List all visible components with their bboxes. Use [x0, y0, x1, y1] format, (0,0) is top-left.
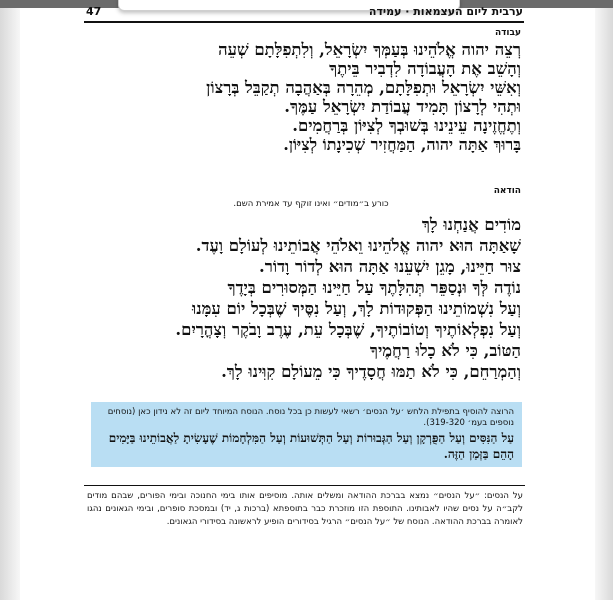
section-label-hodaah: הודאה [493, 186, 521, 196]
prayer-line: וּתְהִי לְרָצוֹן תָּמִיד עֲבוֹדַת יִשְׂרָאֵל עַמֶּךָ. [284, 97, 521, 116]
prayer-line: וְתֶחֱזֶינָה עֵינֵינוּ בְּשׁוּבְךָ לְצִיּוֹן בְּרַחֲמִים. [292, 116, 521, 135]
al-hanisim-insert-box [91, 402, 522, 467]
hodaah-prayer [61, 214, 521, 382]
prayer-line: שָׁאַתָּה הוּא יהוה אֱלֹהֵינוּ וֵאלֹהֵי אֲבוֹתֵינוּ לְעוֹלָם וָעֶד. [195, 236, 521, 255]
avodah-prayer [61, 40, 521, 154]
bowing-instruction: כורע ב״מודים״ ואינו זוקף עד אמירת השם. [233, 199, 389, 209]
footnote-rule [84, 485, 525, 486]
page-edge-right [595, 8, 613, 600]
page-edge-left [0, 8, 20, 600]
blessing-line: בָּרוּךְ אַתָּה יהוה, הַמַּחֲזִיר שְׁכִינָתוֹ לְצִיּוֹן. [283, 135, 521, 154]
prayer-line: וְאִשֵּׁי יִשְׂרָאֵל וּתְפִלָּתָם, מְהֵרָה בְּאַהֲבָה תְקַבֵּל בְּרָצוֹן [206, 78, 521, 97]
section-label-avodah: עבודה [494, 28, 521, 38]
page-number: 47 [86, 5, 102, 18]
prayer-line: צוּר חַיֵּינוּ, מָגֵן יִשְׁעֵנוּ אַתָּה הוּא לְדוֹר וָדוֹר. [259, 257, 521, 276]
header-rule [84, 21, 524, 23]
prayer-line: מוֹדִים אֲנַחְנוּ לָךְ [421, 215, 521, 234]
insert-note: הרוצה להוסיף בתפילת הלחש ׳על הנסים׳ רשאי לעשות כן בכל נוסח. הנוסח המיוחד ליום זה לא נידון כאן (נוסחים נוספים בעמ׳ 319-320). [107, 407, 514, 428]
prayer-line: רְצֵה יהוה אֱלֹהֵינוּ בְּעַמְּךָ יִשְׂרָאֵל, וְלִתְפִלָּתָם שְׁעֵה [218, 40, 521, 59]
prayer-line: נוֹדֶה לְּךָ וּנְסַפֵּר תְּהִלָּתֶךָ עַל חַיֵּינוּ הַמְּסוּרִים בְּיָדֶךָ [227, 278, 521, 297]
prayer-line: וְהַמְרַחֵם, כִּי לֹא תַמּוּ חֲסָדֶיךָ כִּי מֵעוֹלָם קִוִּינוּ לָךְ. [221, 362, 521, 381]
prayer-line: וְעַל נִפְלְאוֹתֶיךָ וְטוֹבוֹתֶיךָ, שֶׁבְּכָל עֵת, עֶרֶב וָבֹקֶר וְצָהֳרָיִם. [175, 320, 521, 339]
prayer-line: הַטּוֹב, כִּי לֹא כָלוּ רַחֲמֶיךָ [369, 341, 521, 360]
running-head: ערבית ליום העצמאות · עמידה [368, 5, 523, 18]
prayer-line: וְעַל נִשְׁמוֹתֵינוּ הַפְּקוּדוֹת לָךְ, וְעַל נִסֶּיךָ שֶׁבְּכָל יוֹם עִמָּנוּ [192, 299, 521, 318]
insert-prayer-text: עַל הַנִּסִּים וְעַל הַפֻּרְקָן וְעַל הַגְּבוּרוֹת וְעַל הַתְּשׁוּעוֹת וְעַל הַמִּלְחָמוֹת שֶׁעָשִׂיתָ לַאֲבוֹתֵינוּ בַּיָּמִים הָהֵם בַּזְּמַן הַזֶּה. [108, 431, 514, 461]
prayer-line: וְהָשֵׁב אֶת הָעֲבוֹדָה לִדְבִיר בֵּיתֶךָ [329, 59, 521, 78]
footnote: על הנסים: ״על הנסים״ נמצא בברכת ההודאה ומשלים אותה. מוסיפים אותו בימי החנוכה ובימי הפורים, שבהם מודים לקב״ה על נסים שהיו לאבותינו. התוספת הזו מוזכרת כבר בתוספתא (ברכות ג, יד) ובמסכת סופרים, ובימי הגאונים נהגו לאומרה בברכת ההודאה. הנוסח של ״על הנסים״ הרגיל בסידורים הופיע לראשונה בסידורי הגאונים. [87, 491, 523, 527]
